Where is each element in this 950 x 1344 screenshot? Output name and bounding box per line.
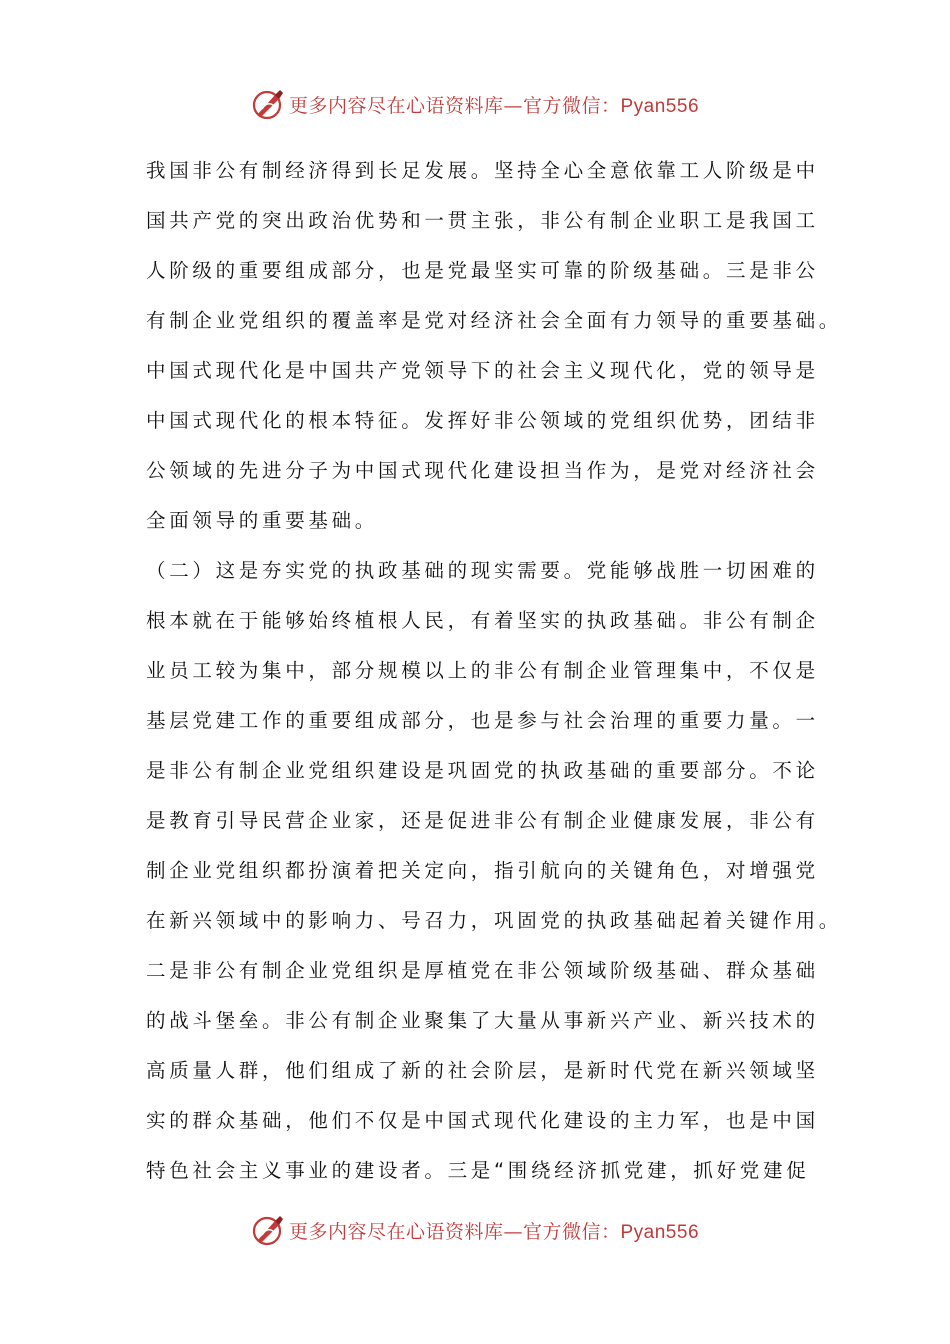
banner-label: 更多内容尽在心语资料库—官方微信： xyxy=(288,94,621,117)
body-line: 我国非公有制经济得到长足发展。坚持全心全意依靠工人阶级是中 xyxy=(146,159,819,182)
body-line: 制企业党组织都扮演着把关定向，指引航向的关键角色，对增强党 xyxy=(146,859,819,882)
header-banner xyxy=(0,84,950,124)
body-line: 人阶级的重要组成部分，也是党最坚实可靠的阶级基础。三是非公 xyxy=(146,259,819,282)
body-line: 特色社会主义事业的建设者。三是“围绕经济抓党建，抓好党建促 xyxy=(146,1159,810,1182)
body-line: 高质量人群，他们组成了新的社会阶层，是新时代党在新兴领域坚 xyxy=(146,1059,819,1082)
body-line: 有制企业党组织的覆盖率是党对经济社会全面有力领导的重要基础。 xyxy=(146,309,843,332)
body-line: 公领域的先进分子为中国式现代化建设担当作为，是党对经济社会 xyxy=(146,459,819,482)
body-line: 在新兴领域中的影响力、号召力，巩固党的执政基础起着关键作用。 xyxy=(146,909,843,932)
body-line: 国共产党的突出政治优势和一贯主张，非公有制企业职工是我国工 xyxy=(146,209,819,232)
body-line: 中国式现代化的根本特征。发挥好非公领域的党组织优势，团结非 xyxy=(146,409,819,432)
pen-logo-icon xyxy=(251,87,285,121)
body-line: 基层党建工作的重要组成部分，也是参与社会治理的重要力量。一 xyxy=(146,709,819,732)
body-line: 业员工较为集中，部分规模以上的非公有制企业管理集中，不仅是 xyxy=(146,659,819,682)
body-line: 根本就在于能够始终植根人民，有着坚实的执政基础。非公有制企 xyxy=(146,609,819,632)
body-line: 全面领导的重要基础。 xyxy=(146,509,379,532)
body-line: 是非公有制企业党组织建设是巩固党的执政基础的重要部分。不论 xyxy=(146,759,819,782)
body-line: 的战斗堡垒。非公有制企业聚集了大量从事新兴产业、新兴技术的 xyxy=(146,1009,819,1032)
section-heading-line: （二）这是夯实党的执政基础的现实需要。党能够战胜一切困难的 xyxy=(146,559,819,582)
banner-text xyxy=(289,1217,699,1244)
banner-wechat-id: Pyan556 xyxy=(620,1221,700,1243)
banner-wechat-id: Pyan556 xyxy=(620,95,700,117)
body-line: 是教育引导民营企业家，还是促进非公有制企业健康发展，非公有 xyxy=(146,809,819,832)
pen-logo-icon xyxy=(251,1213,285,1247)
document-body xyxy=(146,146,843,1196)
banner-text xyxy=(289,91,699,118)
body-line: 中国式现代化是中国共产党领导下的社会主义现代化，党的领导是 xyxy=(146,359,819,382)
body-line: 二是非公有制企业党组织是厚植党在非公领域阶级基础、群众基础 xyxy=(146,959,819,982)
footer-banner xyxy=(0,1210,950,1250)
body-line: 实的群众基础，他们不仅是中国式现代化建设的主力军，也是中国 xyxy=(146,1109,819,1132)
banner-label: 更多内容尽在心语资料库—官方微信： xyxy=(288,1220,621,1243)
